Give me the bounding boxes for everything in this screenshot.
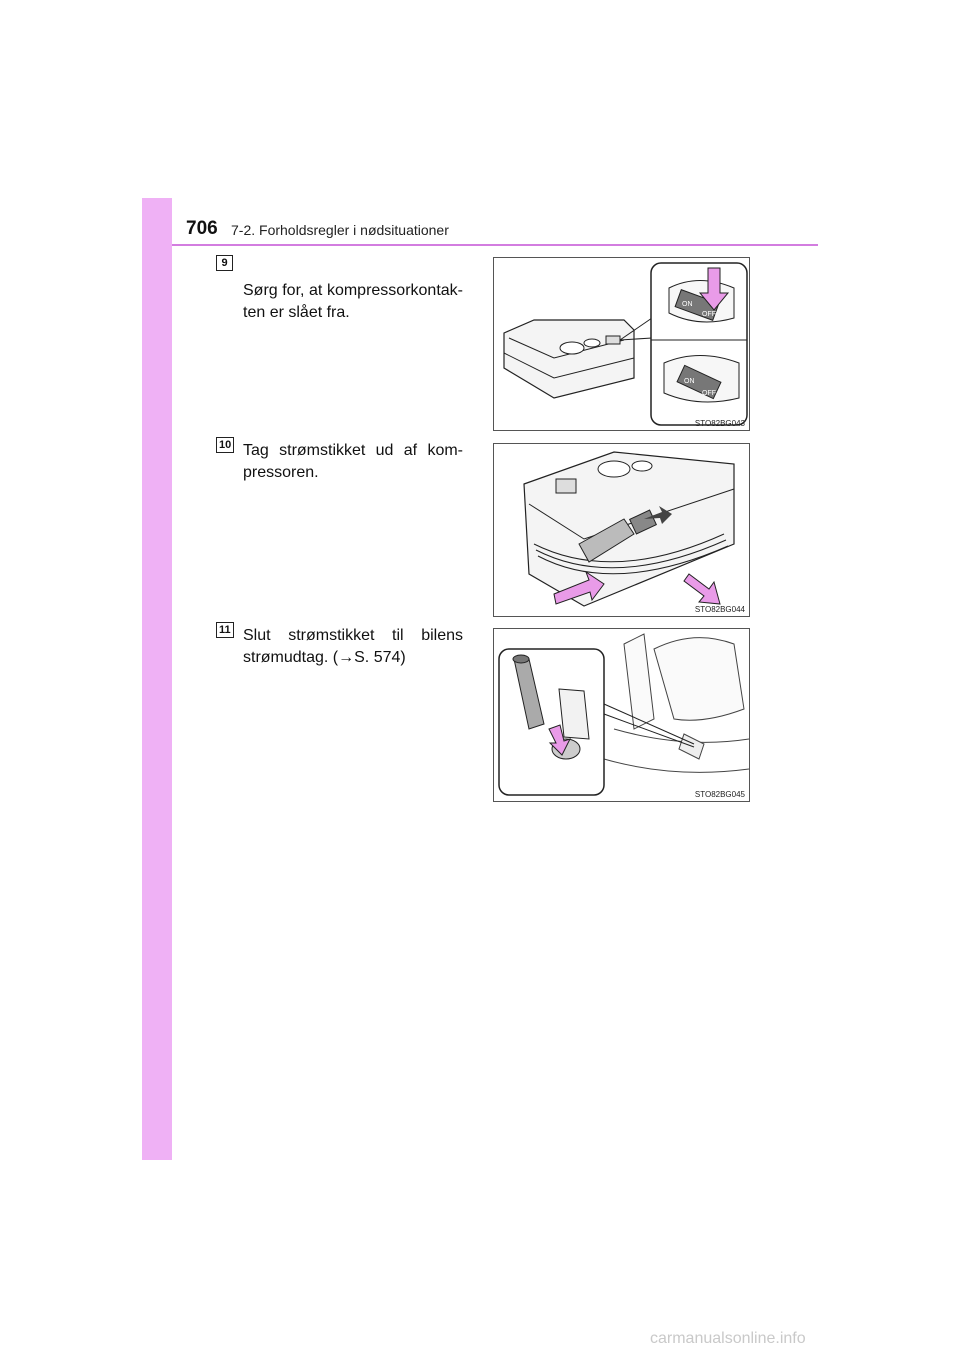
figure-code: STO82BG044	[694, 605, 745, 614]
switch-on-label: ON	[684, 378, 695, 385]
compressor-switch-figure	[493, 257, 750, 431]
step-number-badge: 10	[216, 437, 234, 453]
unplug-figure	[493, 443, 750, 617]
switch-on-label: ON	[682, 301, 693, 308]
step-instruction: Tag strømstikket ud af kom-pressoren.	[243, 442, 463, 481]
footer-watermark: carmanualsonline.info	[650, 1330, 806, 1347]
power-outlet-figure	[493, 628, 750, 802]
section-title: 7-2. Forholdsregler i nødsituationer	[231, 222, 449, 238]
switch-off-label: OFF	[702, 390, 716, 397]
page-number: 706	[186, 218, 218, 239]
step-number-badge: 9	[216, 255, 233, 271]
step-instruction: Slut strømstikket til bilens strømudtag. (→S. 574)	[243, 627, 463, 666]
figure-code: STO82BG043	[694, 419, 745, 428]
header-rule	[172, 244, 818, 246]
sidebar-tab	[142, 198, 172, 1160]
switch-off-label: OFF	[702, 311, 716, 318]
step-number-badge: 11	[216, 622, 234, 638]
figure-code: STO82BG045	[694, 790, 745, 799]
step-instruction: Sørg for, at kompressorkontak-ten er slået fra.	[243, 282, 463, 321]
